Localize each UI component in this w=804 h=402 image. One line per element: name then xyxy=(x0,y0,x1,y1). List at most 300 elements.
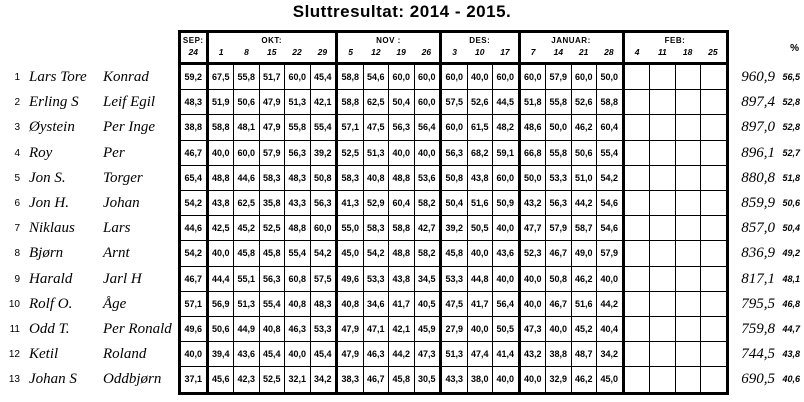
season-total: 880,8 xyxy=(741,169,775,186)
score-cell: 41,7 xyxy=(388,292,414,317)
score-group-3 xyxy=(335,166,439,191)
score-group-3 xyxy=(335,317,439,342)
score-cell: 61,5 xyxy=(467,115,493,140)
score-group-4 xyxy=(439,367,518,392)
score-cell: 55,8 xyxy=(545,141,571,166)
score-cell: 39,4 xyxy=(209,342,234,367)
player-row xyxy=(0,65,178,90)
score-cell: 56,4 xyxy=(492,292,518,317)
date-row xyxy=(181,46,206,62)
score-cell: 48,3 xyxy=(310,292,336,317)
score-group-2 xyxy=(206,115,336,140)
season-total: 759,8 xyxy=(741,320,775,337)
last-name: Leif Egil xyxy=(103,94,156,111)
score-cell: 46,2 xyxy=(571,367,597,392)
totals-row xyxy=(729,166,802,191)
row-number: 9 xyxy=(14,273,20,285)
score-cell: 43,6 xyxy=(233,342,259,367)
totals-row xyxy=(729,191,802,216)
score-cell xyxy=(675,241,701,266)
page-title: Sluttresultat: 2014 - 2015. xyxy=(292,2,512,21)
score-cell xyxy=(675,115,701,140)
score-group-6 xyxy=(622,367,726,392)
player-row xyxy=(0,241,178,266)
date-label: 10 xyxy=(475,47,485,57)
score-row xyxy=(181,342,726,367)
score-cell: 50,9 xyxy=(492,191,518,216)
score-cell: 42,5 xyxy=(209,216,234,241)
score-cell: 51,0 xyxy=(571,166,597,191)
score-cell: 47,9 xyxy=(338,317,363,342)
score-cell: 47,3 xyxy=(521,317,546,342)
score-cell: 40,0 xyxy=(523,374,542,385)
score-cell: 46,7 xyxy=(181,141,206,166)
score-cell: 39,2 xyxy=(310,141,336,166)
score-cell: 50,5 xyxy=(467,216,493,241)
score-cell: 52,5 xyxy=(338,141,363,166)
score-cell xyxy=(649,267,675,292)
score-cell xyxy=(625,241,650,266)
score-cell: 44,2 xyxy=(596,292,622,317)
score-cell: 49,6 xyxy=(181,317,206,342)
score-group-4 xyxy=(439,241,518,266)
score-cell: 50,8 xyxy=(310,166,336,191)
score-cell xyxy=(700,90,726,115)
date-label: 24 xyxy=(188,47,198,57)
row-number: 10 xyxy=(8,298,20,310)
score-cell xyxy=(649,191,675,216)
score-group-3 xyxy=(335,367,439,392)
row-number: 8 xyxy=(14,248,20,260)
score-cell: 43,8 xyxy=(467,166,493,191)
score-cell xyxy=(675,367,701,392)
score-cell: 68,2 xyxy=(467,141,493,166)
month-label: OKT: xyxy=(261,36,283,45)
score-group-6 xyxy=(622,115,726,140)
score-cell: 45,2 xyxy=(571,317,597,342)
score-cell: 43,8 xyxy=(388,267,414,292)
score-group-3 xyxy=(335,342,439,367)
player-row xyxy=(0,342,178,367)
score-cell: 40,0 xyxy=(209,141,234,166)
score-group-4 xyxy=(439,191,518,216)
score-cell: 48,7 xyxy=(571,342,597,367)
month-group-5 xyxy=(518,33,622,62)
score-cell: 58,2 xyxy=(414,241,440,266)
score-cell: 34,2 xyxy=(596,342,622,367)
score-group-5 xyxy=(518,191,622,216)
score-cell xyxy=(700,241,726,266)
score-cell: 54,2 xyxy=(363,241,389,266)
score-cell: 40,8 xyxy=(338,292,363,317)
score-group-4 xyxy=(439,166,518,191)
score-cell xyxy=(625,267,650,292)
score-cell: 48,8 xyxy=(209,166,234,191)
score-cell: 30,5 xyxy=(414,367,440,392)
score-cell: 48,6 xyxy=(521,115,546,140)
score-cell: 45,4 xyxy=(259,342,285,367)
score-group-5 xyxy=(518,90,622,115)
first-name: Rolf O. xyxy=(29,295,73,312)
score-cell: 48,3 xyxy=(284,166,310,191)
score-row xyxy=(181,90,726,115)
score-cell: 50,6 xyxy=(571,141,597,166)
totals-row xyxy=(729,367,802,392)
score-cell: 48,3 xyxy=(181,90,206,115)
score-row xyxy=(181,216,726,241)
date-label: 3 xyxy=(452,47,457,57)
score-group-6 xyxy=(622,241,726,266)
score-cell xyxy=(675,191,701,216)
score-cell xyxy=(625,292,650,317)
score-cell: 65,4 xyxy=(181,166,206,191)
row-number: 13 xyxy=(8,374,20,386)
score-cell: 58,3 xyxy=(259,166,285,191)
score-cell: 46,3 xyxy=(363,342,389,367)
score-cell: 60,0 xyxy=(492,166,518,191)
score-cell xyxy=(625,90,650,115)
score-cell: 40,0 xyxy=(181,342,206,367)
score-cell: 56,3 xyxy=(388,115,414,140)
score-cell: 43,6 xyxy=(492,241,518,266)
last-name: Konrad xyxy=(103,69,149,85)
score-grid xyxy=(178,30,729,395)
score-cell: 50,4 xyxy=(442,191,467,216)
score-cell: 42,1 xyxy=(310,90,336,115)
score-cell: 44,4 xyxy=(209,267,234,292)
player-row xyxy=(0,141,178,166)
score-group-2 xyxy=(206,292,336,317)
date-label: 18 xyxy=(682,47,693,57)
date-label: 22 xyxy=(292,47,302,57)
player-row xyxy=(0,115,178,140)
first-name: Bjørn xyxy=(29,245,64,262)
score-cell: 54,6 xyxy=(596,216,622,241)
season-percent: 52,8 xyxy=(782,122,800,133)
totals-row xyxy=(729,141,802,166)
score-cell xyxy=(675,65,701,90)
season-percent: 56,5 xyxy=(782,72,800,82)
season-percent: 49,2 xyxy=(782,248,800,259)
score-cell xyxy=(700,216,726,241)
score-cell: 45,2 xyxy=(233,216,259,241)
last-name: Per Ronald xyxy=(103,320,172,337)
score-cell: 47,9 xyxy=(259,115,285,140)
score-cell xyxy=(675,292,701,317)
score-cell xyxy=(700,166,726,191)
score-cell: 58,8 xyxy=(338,65,363,90)
month-group-4 xyxy=(439,33,518,62)
season-total: 795,5 xyxy=(741,295,775,312)
score-cell: 44,6 xyxy=(233,166,259,191)
score-cell xyxy=(625,141,650,166)
score-cell: 57,9 xyxy=(259,141,285,166)
score-group-2 xyxy=(206,166,336,191)
score-row xyxy=(181,191,726,216)
score-cell xyxy=(700,115,726,140)
score-cell: 55,4 xyxy=(596,141,622,166)
score-cell: 47,9 xyxy=(259,90,285,115)
score-cell: 50,5 xyxy=(492,317,518,342)
score-cell: 53,3 xyxy=(363,267,389,292)
player-row xyxy=(0,317,178,342)
score-cell: 60,0 xyxy=(521,65,546,90)
score-cell: 44,6 xyxy=(181,216,206,241)
score-cell: 45,8 xyxy=(388,367,414,392)
score-group-6 xyxy=(622,267,726,292)
score-cell xyxy=(649,166,675,191)
score-cell: 40,0 xyxy=(521,267,546,292)
score-cell: 46,2 xyxy=(571,115,597,140)
score-cell: 57,9 xyxy=(545,216,571,241)
score-group-3 xyxy=(335,292,439,317)
score-cell: 46,7 xyxy=(545,292,571,317)
score-cell: 43,2 xyxy=(521,342,546,367)
date-label: 12 xyxy=(371,47,381,57)
season-percent: 43,8 xyxy=(782,349,800,360)
score-cell: 56,3 xyxy=(259,267,285,292)
score-group-5 xyxy=(518,141,622,166)
score-group-3 xyxy=(335,141,439,166)
date-label: 17 xyxy=(500,47,510,57)
score-cell xyxy=(625,191,650,216)
score-cell: 50,8 xyxy=(442,166,467,191)
score-group-1 xyxy=(181,367,206,392)
score-cell: 44,2 xyxy=(571,191,597,216)
score-cell: 53,3 xyxy=(545,166,571,191)
first-name: Ketil xyxy=(29,346,59,363)
score-cell: 56,4 xyxy=(414,115,440,140)
score-cell: 32,1 xyxy=(284,367,310,392)
score-cell: 50,0 xyxy=(521,166,546,191)
score-cell: 54,2 xyxy=(310,241,336,266)
score-group-4 xyxy=(439,90,518,115)
score-cell: 58,8 xyxy=(596,90,622,115)
score-cell: 34,6 xyxy=(363,292,389,317)
score-cell: 46,7 xyxy=(181,267,206,292)
score-cell xyxy=(675,317,701,342)
score-cell: 52,6 xyxy=(467,90,493,115)
score-cell: 45,9 xyxy=(414,317,440,342)
season-total: 817,1 xyxy=(741,270,775,287)
score-cell: 54,6 xyxy=(596,191,622,216)
score-cell: 40,8 xyxy=(363,166,389,191)
last-name: Johan xyxy=(103,194,140,211)
score-cell: 40,0 xyxy=(467,317,493,342)
score-row xyxy=(181,241,726,266)
score-cell: 39,2 xyxy=(442,216,467,241)
score-cell: 40,5 xyxy=(414,292,440,317)
score-cell: 51,8 xyxy=(521,90,546,115)
score-group-5 xyxy=(518,166,622,191)
score-cell: 40,0 xyxy=(388,141,414,166)
score-cell: 45,8 xyxy=(233,241,259,266)
first-name: Niklaus xyxy=(29,220,75,237)
score-cell: 47,4 xyxy=(467,342,493,367)
score-cell: 47,5 xyxy=(442,292,467,317)
score-cell: 51,3 xyxy=(284,90,310,115)
first-name: Jon S. xyxy=(29,169,66,186)
score-group-1 xyxy=(181,216,206,241)
score-group-4 xyxy=(439,317,518,342)
score-group-1 xyxy=(181,115,206,140)
player-row xyxy=(0,191,178,216)
score-group-4 xyxy=(439,141,518,166)
month-group-3 xyxy=(335,33,439,62)
score-cell xyxy=(625,166,650,191)
month-group-2 xyxy=(206,33,336,62)
score-group-4 xyxy=(439,216,518,241)
score-cell xyxy=(675,141,701,166)
score-cell: 60,0 xyxy=(414,90,440,115)
score-cell: 60,0 xyxy=(442,115,467,140)
score-cell: 58,2 xyxy=(414,191,440,216)
score-cell xyxy=(700,342,726,367)
first-name: Odd T. xyxy=(29,320,70,337)
score-cell xyxy=(675,166,701,191)
names-column xyxy=(0,65,178,392)
score-group-5 xyxy=(518,317,622,342)
season-total: 857,0 xyxy=(741,220,775,237)
score-cell: 56,3 xyxy=(310,191,336,216)
month-group-1 xyxy=(181,33,206,62)
score-cell: 60,8 xyxy=(284,267,310,292)
score-cell: 58,3 xyxy=(363,216,389,241)
score-cell xyxy=(700,267,726,292)
score-cell: 44,5 xyxy=(492,90,518,115)
month-group-6 xyxy=(622,33,726,62)
score-group-2 xyxy=(206,342,336,367)
player-row xyxy=(0,90,178,115)
month-label: DES: xyxy=(469,36,491,45)
last-name: Torger xyxy=(103,169,143,186)
score-cell: 48,8 xyxy=(388,241,414,266)
score-cell: 57,9 xyxy=(545,65,571,90)
score-cell: 41,3 xyxy=(338,191,363,216)
score-cell: 49,6 xyxy=(338,267,363,292)
score-cell: 41,4 xyxy=(492,342,518,367)
score-cell: 62,5 xyxy=(233,191,259,216)
score-cell: 55,4 xyxy=(284,241,310,266)
score-cell: 53,3 xyxy=(442,267,467,292)
last-name: Jarl H xyxy=(103,270,142,287)
totals-row xyxy=(729,241,802,266)
score-group-2 xyxy=(206,367,336,392)
score-group-6 xyxy=(622,216,726,241)
score-cell: 53,6 xyxy=(414,166,440,191)
last-name: Oddbjørn xyxy=(103,371,162,388)
score-cell: 54,6 xyxy=(363,65,389,90)
score-cell: 45,8 xyxy=(442,241,467,266)
score-cell: 38,8 xyxy=(181,115,206,140)
player-row xyxy=(0,267,178,292)
score-cell xyxy=(625,367,650,392)
player-row xyxy=(0,292,178,317)
score-cell xyxy=(649,90,675,115)
row-number: 7 xyxy=(14,223,20,235)
score-cell: 44,9 xyxy=(233,317,259,342)
score-cell: 40,0 xyxy=(545,317,571,342)
date-row xyxy=(338,46,439,62)
score-cell xyxy=(649,141,675,166)
score-group-5 xyxy=(518,367,622,392)
season-percent: 50,6 xyxy=(782,197,800,208)
first-name: Harald xyxy=(29,270,73,287)
score-cell: 42,1 xyxy=(388,317,414,342)
row-number: 11 xyxy=(9,323,20,335)
date-row xyxy=(442,46,518,62)
score-cell: 45,4 xyxy=(310,342,336,367)
row-number: 5 xyxy=(14,172,20,184)
score-cell: 59,2 xyxy=(181,65,206,90)
score-cell: 57,1 xyxy=(338,115,363,140)
date-label: 4 xyxy=(634,47,640,57)
first-name: Erling S xyxy=(29,94,79,111)
season-percent: 51,8 xyxy=(782,172,800,183)
date-label: 11 xyxy=(657,47,667,57)
score-cell: 51,9 xyxy=(209,90,234,115)
score-cell: 51,6 xyxy=(467,191,493,216)
score-cell: 40,0 xyxy=(209,241,234,266)
totals-column xyxy=(729,65,802,392)
date-label: 25 xyxy=(708,47,718,57)
percent-header: % xyxy=(790,43,799,54)
score-group-1 xyxy=(181,317,206,342)
score-cell: 47,9 xyxy=(338,342,363,367)
season-total: 859,9 xyxy=(741,194,775,211)
totals-row xyxy=(729,90,802,115)
score-cell: 56,3 xyxy=(442,141,467,166)
score-cell: 40,0 xyxy=(467,65,493,90)
score-cell: 44,2 xyxy=(388,342,414,367)
score-cell: 42,7 xyxy=(414,216,440,241)
score-cell: 44,8 xyxy=(467,267,493,292)
score-cell: 55,4 xyxy=(310,115,336,140)
month-label: NOV : xyxy=(376,36,401,45)
score-group-6 xyxy=(622,317,726,342)
score-group-3 xyxy=(335,241,439,266)
score-group-1 xyxy=(181,292,206,317)
last-name: Per xyxy=(103,144,125,161)
date-label: 14 xyxy=(553,47,564,57)
totals-row xyxy=(729,317,802,342)
score-group-1 xyxy=(181,141,206,166)
season-total: 897,4 xyxy=(741,94,775,111)
last-name: Arnt xyxy=(103,245,130,262)
score-cell: 51,6 xyxy=(571,292,597,317)
score-cell xyxy=(625,216,650,241)
score-cell: 50,6 xyxy=(233,90,259,115)
score-cell: 54,2 xyxy=(596,166,622,191)
player-row xyxy=(0,367,178,392)
season-total: 690,5 xyxy=(741,371,775,388)
score-group-4 xyxy=(439,292,518,317)
score-group-6 xyxy=(622,65,726,90)
score-cell: 58,8 xyxy=(388,216,414,241)
score-cell xyxy=(700,65,726,90)
score-cell: 41,7 xyxy=(467,292,493,317)
score-group-5 xyxy=(518,115,622,140)
score-cell: 40,0 xyxy=(284,342,310,367)
score-cell: 40,0 xyxy=(467,241,493,266)
score-cell: 50,6 xyxy=(209,317,234,342)
score-cell: 37,1 xyxy=(184,374,203,385)
score-cell: 55,8 xyxy=(233,65,259,90)
score-cell: 45,0 xyxy=(338,241,363,266)
score-cell: 52,9 xyxy=(363,191,389,216)
score-cell: 57,9 xyxy=(596,241,622,266)
score-cell: 50,0 xyxy=(596,65,622,90)
